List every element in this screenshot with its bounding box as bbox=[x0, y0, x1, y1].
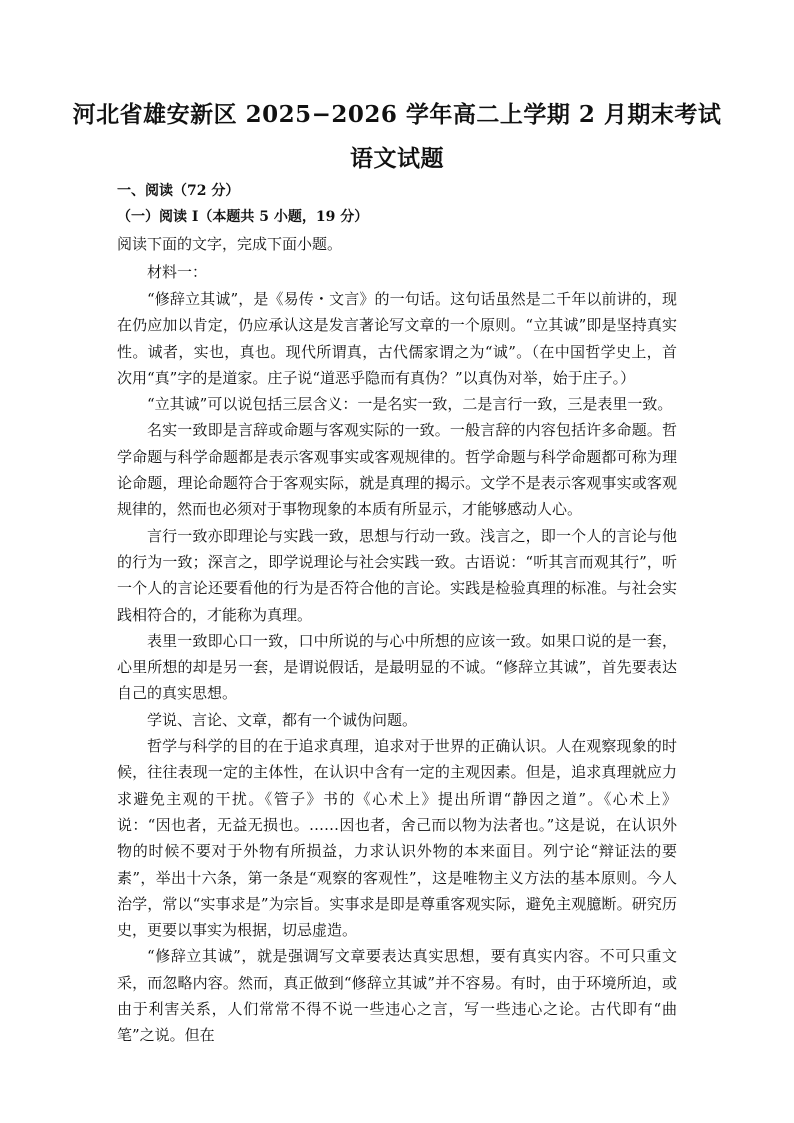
exam-title: 河北省雄安新区 2025−2026 学年高二上学期 2 月期末考试 bbox=[72, 101, 722, 128]
subsection-heading: （一）阅读 I（本题共 5 小题，19 分） bbox=[117, 209, 369, 225]
paragraph: “立其诚”可以说包括三层含义：一是名实一致，二是言行一致，三是表里一致。 bbox=[147, 395, 673, 414]
material-body bbox=[117, 286, 677, 1049]
paragraph: 言行一致亦即理论与实践一致，思想与行动一致。浅言之，即一个人的言论与他的行为一致；深言之，即学说理论与社会实践一致。古语说：“听其言而观其行”，听一个人的言论还要看他的行为是否符合他的言论。实践是检验真理的标准。与社会实践相符合的，才能称为真理。 bbox=[117, 526, 677, 624]
exam-subtitle: 语文试题 bbox=[350, 145, 444, 172]
paragraph: 名实一致即是言辞或命题与客观实际的一致。一般言辞的内容包括许多命题。哲学命题与科学命题都是表示客观事实或客观规律的。哲学命题与科学命题都可称为理论命题，理论命题符合于客观实际，就是真理的揭示。文学不是表示客观事实或客观规律的，然而也必须对于事物现象的本质有所显示，才能够感动人心。 bbox=[117, 421, 677, 519]
paragraph: “修辞立其诚”，是《易传・文言》的一句话。这句话虽然是二千年以前讲的，现在仍应加以肯定，仍应承认这是发言著论写文章的一个原则。“立其诚”即是坚持真实性。诚者，实也，真也。现代所谓真，古代儒家谓之为“诚”。（在中国哲学史上，首次用“真”字的是道家。庄子说“道恶乎隐而有真伪？”以真伪对举，始于庄子。） bbox=[117, 290, 677, 387]
material-label: 材料一： bbox=[147, 263, 208, 281]
paragraph: “修辞立其诚”，就是强调写文章要表达真实思想，要有真实内容。不可只重文采，而忽略内容。然而，真正做到“修辞立其诚”并不容易。有时，由于环境所迫，或由于利害关系，人们常常不得不说一些违心之言，写一些违心之论。古代即有“曲笔”之说。但在 bbox=[117, 947, 677, 1045]
reading-instruction: 阅读下面的文字，完成下面小题。 bbox=[117, 235, 343, 253]
section-heading: 一、阅读（72 分） bbox=[117, 183, 240, 199]
paragraph: 表里一致即心口一致，口中所说的与心中所想的应该一致。如果口说的是一套，心里所想的却是另一套，是谓说假话，是最明显的不诚。“修辞立其诚”，首先要表达自己的真实思想。 bbox=[117, 631, 677, 703]
paragraph: 哲学与科学的目的在于追求真理，追求对于世界的正确认识。人在观察现象的时候，往往表现一定的主体性，在认识中含有一定的主观因素。但是，追求真理就应力求避免主观的干扰。《管子》书的《心术上》提出所谓“静因之道”。《心术上》说：“因也者，无益无损也。……因也者，舍己而以物为法者也。”这是说，在认识外物的时候不要对于外物有所损益，力求认识外物的本来面目。列宁论“辩证法的要素”，举出十六条，第一条是“观察的客观性”，这是唯物主义方法的基本原则。今人治学，常以“实事求是”为宗旨。实事求是即是尊重客观实际，避免主观臆断。研究历史，更要以事实为根据，切忌虚造。 bbox=[117, 737, 677, 940]
paragraph: 学说、言论、文章，都有一个诚伪问题。 bbox=[147, 710, 418, 729]
